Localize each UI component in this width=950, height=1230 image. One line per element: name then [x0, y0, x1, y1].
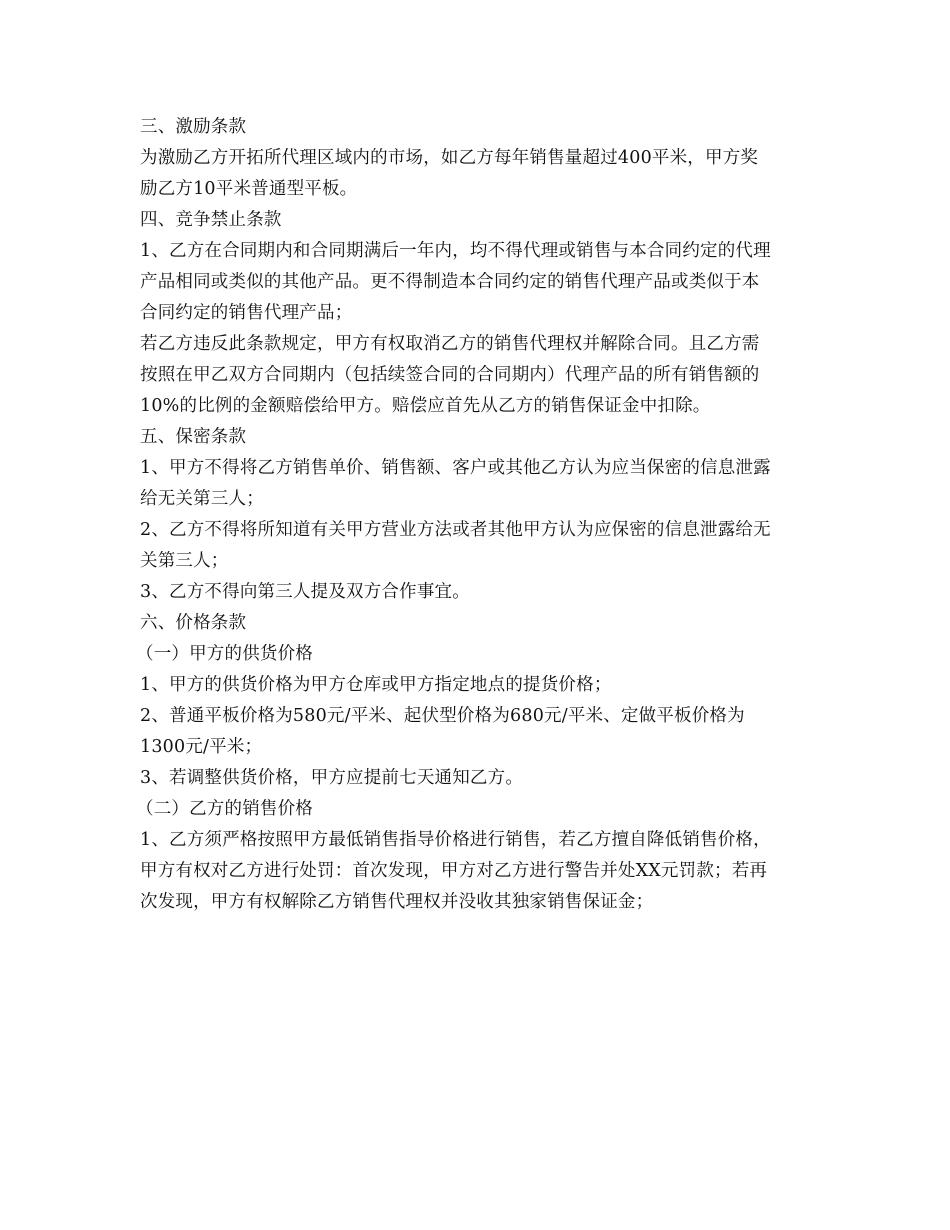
paragraph-line: 2、乙方不得将所知道有关甲方营业方法或者其他甲方认为应保密的信息泄露给无: [140, 520, 771, 540]
paragraph-line: 1、甲方的供货价格为甲方仓库或甲方指定地点的提货价格；: [140, 675, 612, 695]
paragraph-line: 按照在甲乙双方合同期内（包括续签合同的合同期内）代理产品的所有销售额的: [140, 365, 760, 385]
paragraph-line: 为激励乙方开拓所代理区域内的市场，如乙方每年销售量超过400平米，甲方奖: [140, 148, 759, 168]
paragraph-line: 励乙方10平米普通型平板。: [140, 179, 358, 199]
paragraph-line: 3、乙方不得向第三人提及双方合作事宜。: [140, 582, 470, 602]
paragraph-line: 次发现，甲方有权解除乙方销售代理权并没收其独家销售保证金；: [140, 892, 654, 912]
paragraph-line: 甲方有权对乙方进行处罚：首次发现，甲方对乙方进行警告并处XX元罚款；若再: [140, 861, 768, 881]
paragraph-line: 关第三人；: [140, 551, 229, 571]
section-heading-pricing: 六、价格条款: [140, 613, 247, 633]
paragraph-line: 若乙方违反此条款规定，甲方有权取消乙方的销售代理权并解除合同。且乙方需: [140, 334, 760, 354]
paragraph-line: 给无关第三人；: [140, 489, 264, 509]
subsection-heading-sales-price: （二）乙方的销售价格: [136, 799, 313, 819]
section-heading-incentive: 三、激励条款: [140, 117, 247, 137]
paragraph-line: 1、甲方不得将乙方销售单价、销售额、客户或其他乙方认为应当保密的信息泄露: [140, 458, 771, 478]
section-heading-non-compete: 四、竞争禁止条款: [140, 210, 282, 230]
paragraph-line: 1300元/平米；: [140, 737, 263, 757]
paragraph-line: 合同约定的销售代理产品；: [140, 303, 353, 323]
paragraph-line: 3、若调整供货价格，甲方应提前七天通知乙方。: [140, 768, 524, 788]
paragraph-line: 2、普通平板价格为580元/平米、起伏型价格为680元/平米、定做平板价格为: [140, 706, 745, 726]
section-heading-confidentiality: 五、保密条款: [140, 427, 247, 447]
paragraph-line: 产品相同或类似的其他产品。更不得制造本合同约定的销售代理产品或类似于本: [140, 272, 760, 292]
document-body: [136, 112, 820, 918]
paragraph-line: 10%的比例的金额赔偿给甲方。赔偿应首先从乙方的销售保证金中扣除。: [140, 396, 711, 416]
paragraph-line: 1、乙方在合同期内和合同期满后一年内，均不得代理或销售与本合同约定的代理: [140, 241, 771, 261]
paragraph-line: 1、乙方须严格按照甲方最低销售指导价格进行销售，若乙方擅自降低销售价格，: [140, 830, 771, 850]
subsection-heading-supply-price: （一）甲方的供货价格: [136, 644, 313, 664]
